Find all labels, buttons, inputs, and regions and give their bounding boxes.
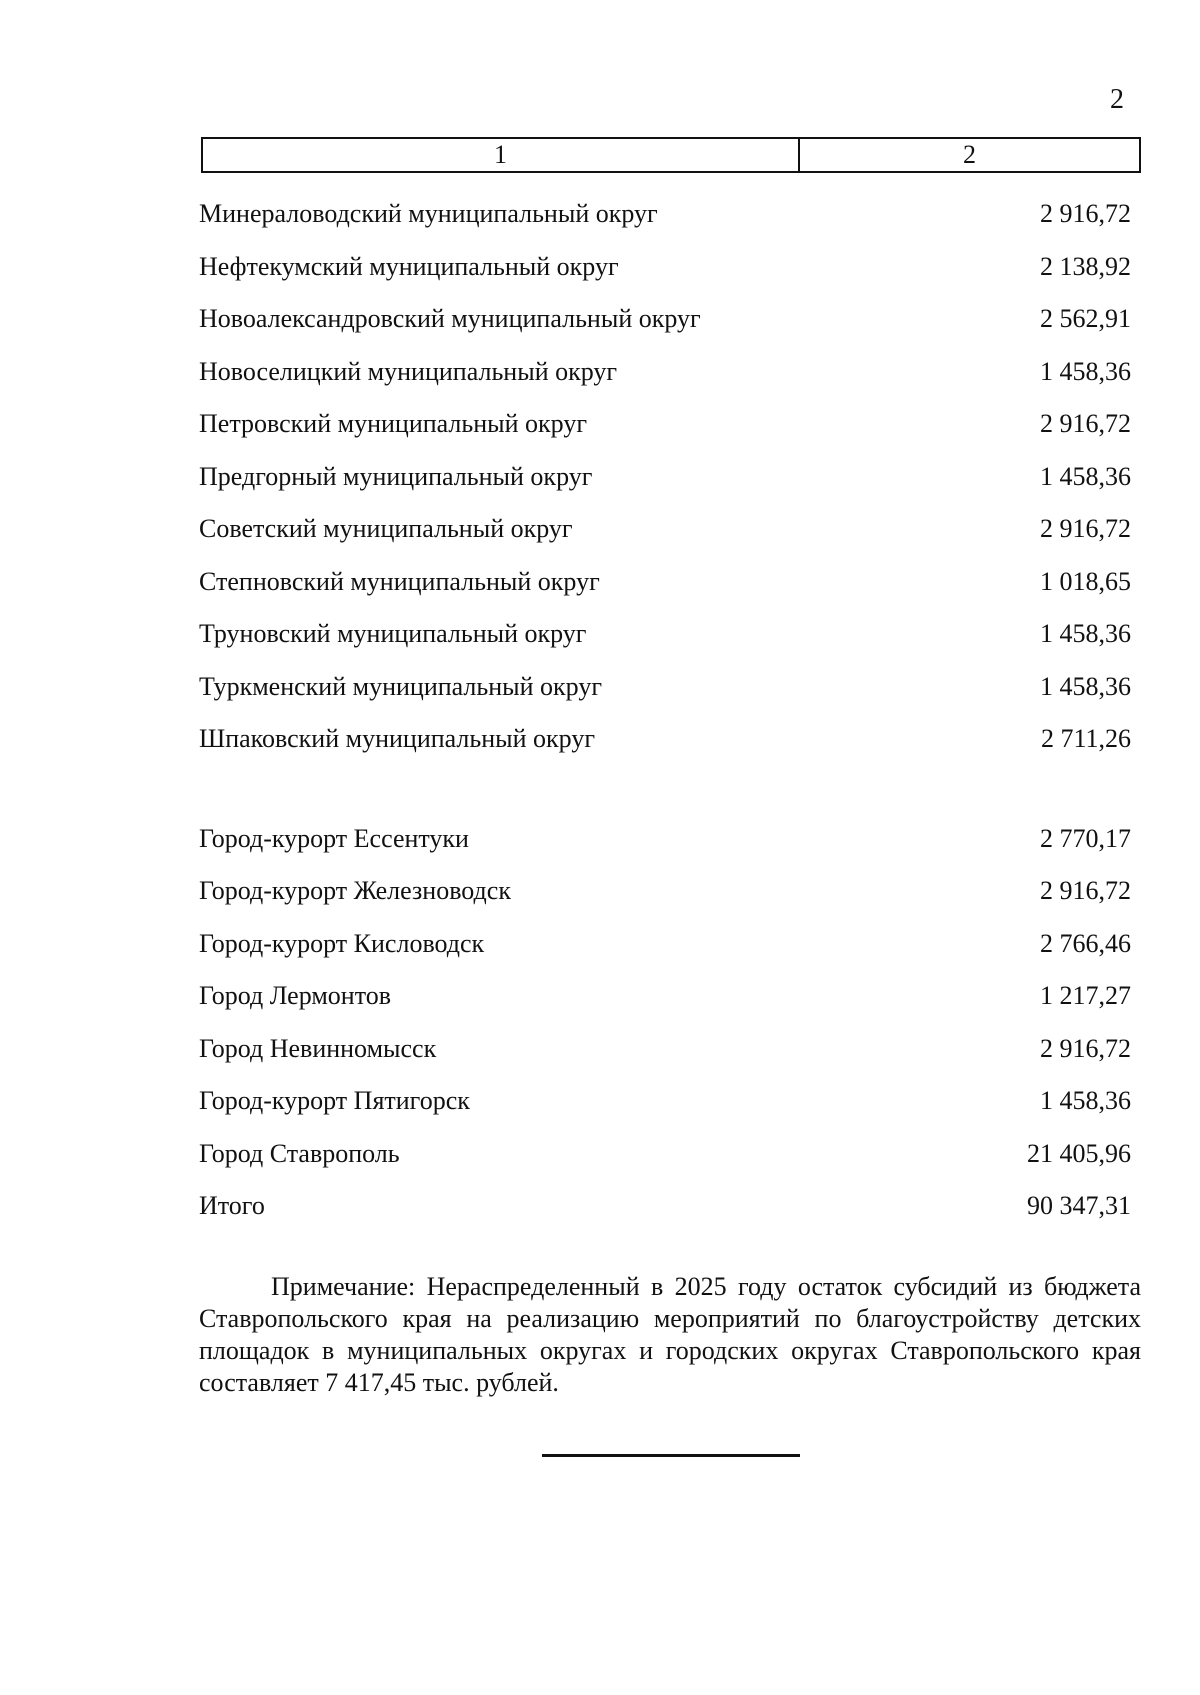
table-row <box>199 608 1131 661</box>
table-row <box>199 188 1131 241</box>
table-row <box>199 970 1131 1023</box>
row-label: Город Ставрополь <box>199 1138 400 1168</box>
row-value: 21 405,96 <box>1027 1138 1131 1168</box>
table-header-col-1: 1 <box>203 139 800 171</box>
row-label: Город-курорт Кисловодск <box>199 928 485 958</box>
row-label: Шпаковский муниципальный округ <box>199 724 595 754</box>
row-value: 2 770,17 <box>1040 823 1131 853</box>
table-header-col-2: 2 <box>963 140 976 169</box>
table-row <box>199 503 1131 556</box>
table-row <box>199 293 1131 346</box>
row-value: 1 458,36 <box>1040 1086 1131 1116</box>
row-value: 2 916,72 <box>1040 876 1131 906</box>
row-label: Новоалександровский муниципальный округ <box>199 304 701 334</box>
table-row <box>199 346 1131 399</box>
table-row <box>199 1023 1131 1076</box>
row-label: Город-курорт Пятигорск <box>199 1086 470 1116</box>
total-value: 90 347,31 <box>1027 1191 1131 1221</box>
row-value: 1 217,27 <box>1040 981 1131 1011</box>
row-value: 2 916,72 <box>1040 199 1131 229</box>
table-row <box>199 451 1131 504</box>
table-row <box>199 813 1131 866</box>
table-row <box>199 556 1131 609</box>
row-label: Город-курорт Ессентуки <box>199 823 469 853</box>
table-row <box>199 865 1131 918</box>
table-row <box>199 713 1131 766</box>
row-value: 1 458,36 <box>1040 461 1131 491</box>
row-value: 2 138,92 <box>1040 251 1131 281</box>
table-row <box>199 918 1131 971</box>
row-value: 2 766,46 <box>1040 928 1131 958</box>
row-label: Город Лермонтов <box>199 981 391 1011</box>
row-value: 1 458,36 <box>1040 619 1131 649</box>
row-label: Предгорный муниципальный округ <box>199 461 593 491</box>
row-label: Нефтекумский муниципальный округ <box>199 251 619 281</box>
table-body <box>199 188 1131 1233</box>
row-label: Советский муниципальный округ <box>199 514 573 544</box>
table-row <box>199 1128 1131 1181</box>
row-value: 2 711,26 <box>1040 724 1131 754</box>
total-label: Итого <box>199 1191 265 1221</box>
row-label: Минераловодский муниципальный округ <box>199 199 658 229</box>
row-label: Город Невинномысск <box>199 1033 437 1063</box>
row-value: 2 916,72 <box>1040 409 1131 439</box>
table-header <box>201 137 1141 173</box>
table-row <box>199 1075 1131 1128</box>
row-value: 1 458,36 <box>1040 671 1131 701</box>
row-value: 2 562,91 <box>1040 304 1131 334</box>
row-label: Город-курорт Железноводск <box>199 876 511 906</box>
table-row <box>199 661 1131 714</box>
footnote: Примечание: Нераспределенный в 2025 году остаток субсидий из бюджета Ставропольского края на реализацию мероприятий по благоустройству детских площадок в муниципальных округах и городских округах Ставропольского края составляет 7 417,45 тыс. рублей. <box>199 1272 1141 1397</box>
row-label: Степновский муниципальный округ <box>199 566 600 596</box>
row-value: 2 916,72 <box>1040 1033 1131 1063</box>
row-label: Труновский муниципальный округ <box>199 619 587 649</box>
table-row-total <box>199 1180 1131 1233</box>
row-label: Туркменский муниципальный округ <box>199 671 602 701</box>
row-label: Новоселицкий муниципальный округ <box>199 356 618 386</box>
table-row <box>199 241 1131 294</box>
row-value: 1 458,36 <box>1040 356 1131 386</box>
row-value: 1 018,65 <box>1040 566 1131 596</box>
table-row <box>199 398 1131 451</box>
row-value: 2 916,72 <box>1040 514 1131 544</box>
end-divider <box>542 1454 800 1457</box>
row-label: Петровский муниципальный округ <box>199 409 587 439</box>
page-number: 2 <box>1110 84 1124 115</box>
